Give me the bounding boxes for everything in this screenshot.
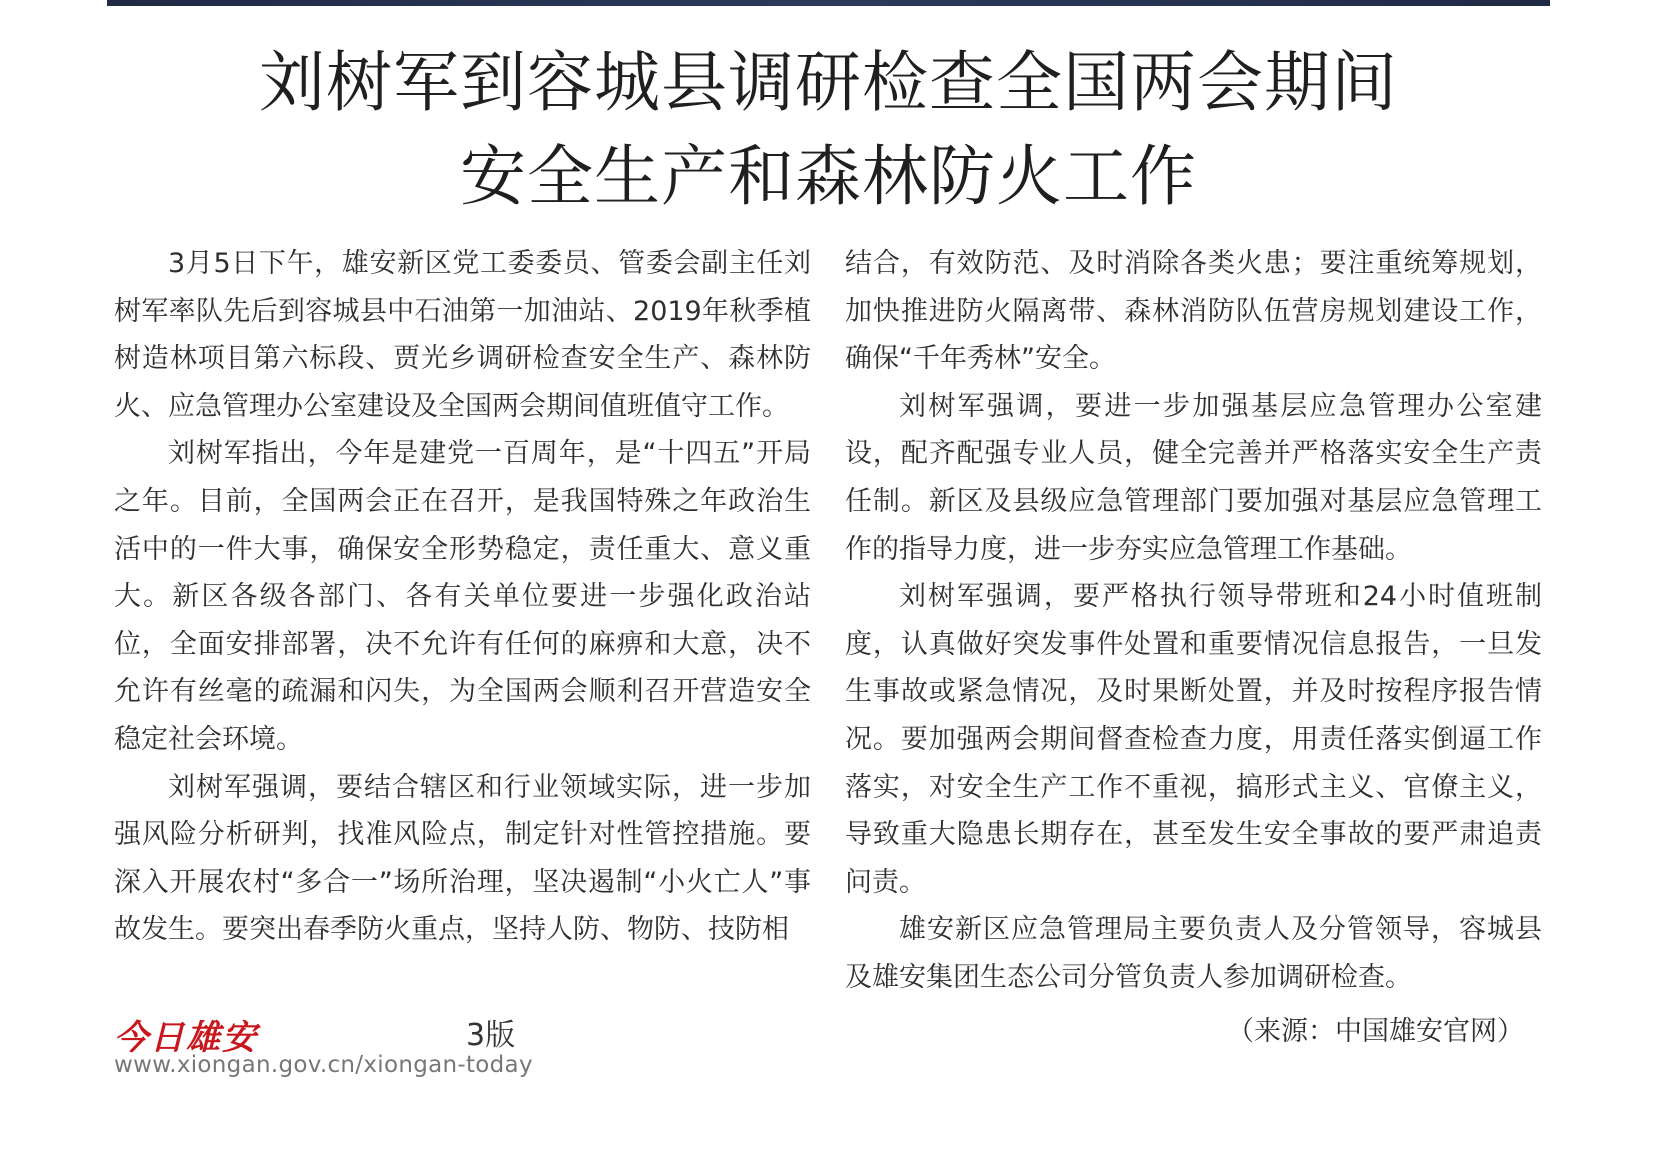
paragraph-3: 刘树军强调，要结合辖区和行业领域实际，进一步加强风险分析研判，找准风险点，制定针对性管控措施。要深入开展农村“多合一”场所治理，坚决遏制“小火亡人”事故发生。要突出春季防火重点，坚持人防、物防、技防相 xyxy=(114,771,811,946)
title-line-2: 安全生产和森林防火工作 xyxy=(460,138,1197,215)
source-credit: （来源：中国雄安官网） xyxy=(1227,1015,1524,1047)
page-title xyxy=(107,36,1550,224)
paragraph-2: 刘树军指出，今年是建党一百周年，是“十四五”开局之年。目前，全国两会正在召开，是我国特殊之年政治生活中的一件大事，确保安全形势稳定，责任重大、意义重大。新区各级各部门、各有关单位要进一步强化政治站位，全面安排部署，决不允许有任何的麻痹和大意，决不允许有丝毫的疏漏和闪失，为全国两会顺利召开营造安全稳定社会环境。 xyxy=(114,438,811,755)
site-url-link[interactable]: www.xiongan.gov.cn/xiongan-today xyxy=(114,1052,533,1078)
title-line-1: 刘树军到容城县调研检查全国两会期间 xyxy=(259,44,1398,121)
paragraph-5: 刘树军强调，要严格执行领导带班和24小时值班制度，认真做好突发事件处置和重要情况信息报告，一旦发生事故或紧急情况，及时果断处置，并及时按程序报告情况。要加强两会期间督查检查力度，用责任落实倒逼工作落实，对安全生产工作不重视，搞形式主义、官僚主义，导致重大隐患长期存在，甚至发生安全事故的要严肃追责问责。 xyxy=(845,581,1542,898)
paragraph-4: 刘树军强调，要进一步加强基层应急管理办公室建设，配齐配强专业人员，健全完善并严格落实安全生产责任制。新区及县级应急管理部门要加强对基层应急管理工作的指导力度，进一步夯实应急管理工作基础。 xyxy=(845,390,1542,565)
top-rule xyxy=(107,0,1550,6)
article-right-column xyxy=(845,240,1542,1055)
paragraph-6: 雄安新区应急管理局主要负责人及分管领导，容城县及雄安集团生态公司分管负责人参加调研检查。 xyxy=(845,914,1542,993)
edition-number: 3版 xyxy=(466,1018,516,1053)
article-left-column xyxy=(114,240,811,954)
masthead-logo: 今日雄安 xyxy=(114,1018,258,1058)
paragraph-3-continued: 结合，有效防范、及时消除各类火患；要注重统筹规划，加快推进防火隔离带、森林消防队伍营房规划建设工作，确保“千年秀林”安全。 xyxy=(845,248,1542,375)
paragraph-1: 3月5日下午，雄安新区党工委委员、管委会副主任刘树军率队先后到容城县中石油第一加油站、2019年秋季植树造林项目第六标段、贾光乡调研检查安全生产、森林防火、应急管理办公室建设及全国两会期间值班值守工作。 xyxy=(114,248,811,422)
